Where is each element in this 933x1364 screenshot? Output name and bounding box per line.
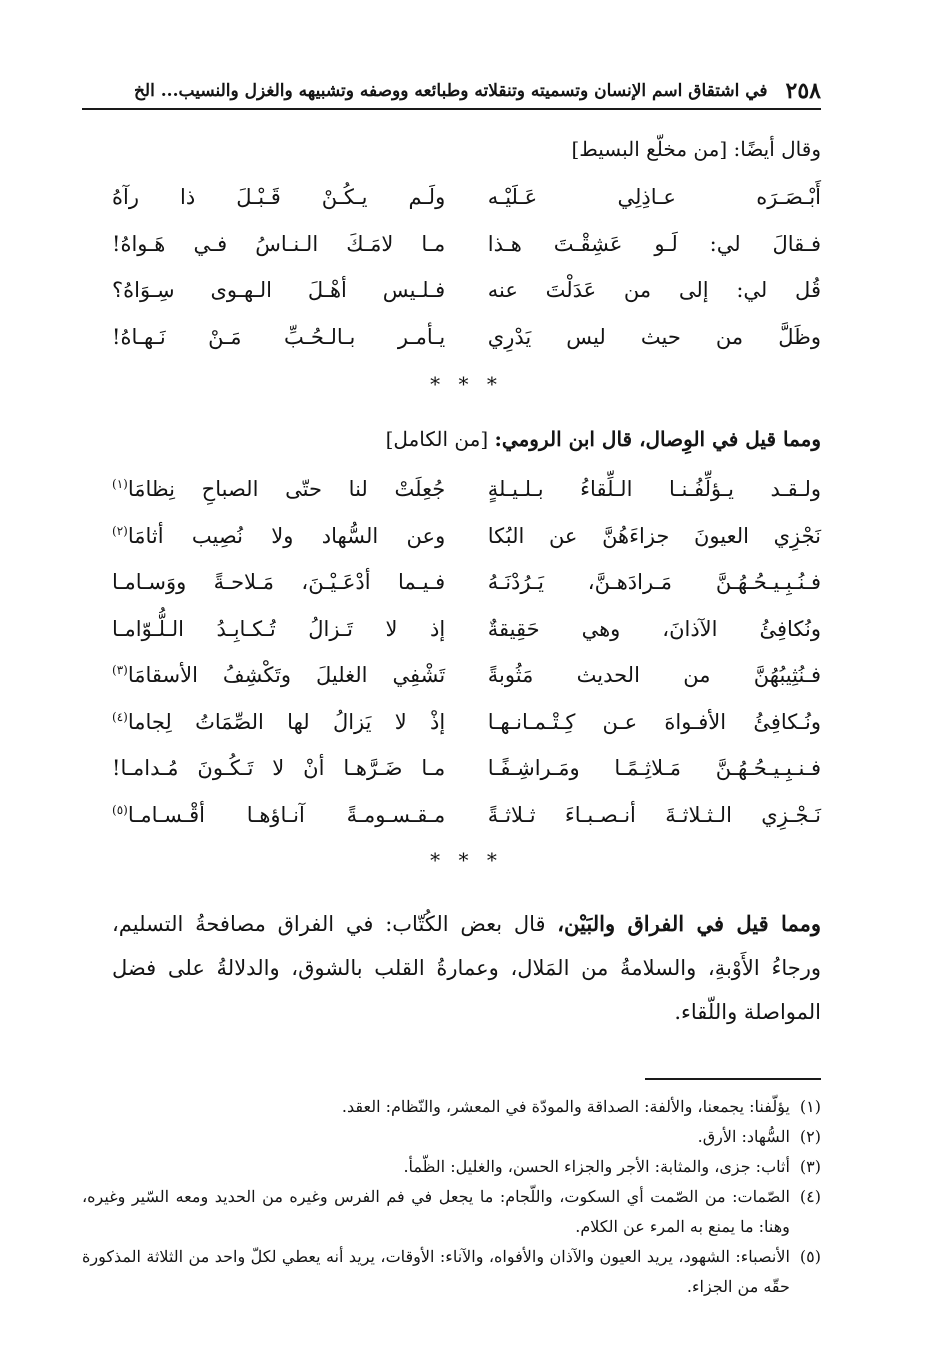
section-separator: * * *: [430, 372, 503, 396]
footnote-number: (١): [799, 1097, 821, 1116]
footnote-text: السُّهاد: الأرق.: [697, 1127, 790, 1146]
running-title: في اشتقاق اسم الإنسان وتسميته وتنقلاته وطبائعه ووصفه وتشبيهه والغزل والنسيب... الخ: [133, 81, 768, 101]
verse-first-hemistich: فـنُثِيبُهُنَّ من الحديث مَثُوبةً: [487, 663, 821, 688]
verse: [112, 314, 821, 361]
section3-text: قال بعض الكُتّاب: في الفراق مصافحةُ التسليم، ورجاءُ الأَوْبةِ، والسلامةُ من المَلال، وعمارةُ القلب بالشوق، والدلالةُ على فضل المواصلة واللّقاء.: [112, 912, 821, 1024]
footnote: [82, 1122, 821, 1152]
footnote-text: الأنصباء: الشهود، يريد العيون والآذان والأفواه، والآناء: الأوقات، يريد أنه يعطي لكلّ واحد من الثلاثة المذكورة حقّه من الجزاء.: [82, 1247, 790, 1296]
verse-first-hemistich: فـقالَ لي: لَـو عَشِقْـتَ هـذا: [487, 231, 821, 256]
verse-first-hemistich: قُل لي: إلى من عَدَلْتَ عنه: [487, 278, 821, 303]
verse: [112, 745, 821, 792]
verse-second-hemistich: فـلـيس أهْـلَ الـهـوى سِـوَاهُ؟: [112, 278, 446, 303]
verse: [112, 174, 821, 221]
section-separator: * * *: [430, 848, 503, 872]
page-number: ٢٥٨: [785, 78, 821, 104]
verse-second-hemistich: فـيـما أدْعَـيْـنَ، مَـلاحـةً ووَسـامـا: [112, 570, 446, 595]
verse-first-hemistich: وظَلَّ من حيث ليس يَدْرِي: [487, 324, 821, 349]
hemistich-text: وعن السُّهاد ولا نُصِيب أثامَا: [127, 523, 446, 548]
footnote-number: (٢): [799, 1127, 821, 1146]
page-header: [82, 74, 821, 110]
verse-first-hemistich: ونُكافِئُ الآذانَ، وهي حَقِيقةٌ: [487, 616, 821, 641]
verse-second-hemistich: إذ لا تَـزالُ تُـكـابِـدُ الـلُّـوّامـا: [112, 616, 446, 641]
footnote-number: (٣): [799, 1157, 821, 1176]
verse-first-hemistich: فـنـبِـيـحُـهُـنَّ مَـلاثِـمًـا ومَـراشِـفًـا: [487, 756, 821, 781]
verse: [112, 267, 821, 314]
footnote-marker: (١): [112, 477, 128, 492]
footnote: [82, 1092, 821, 1122]
verse: [112, 652, 821, 699]
footnote-text: أثاب: جزى، والمثابة: الأجر والجزاء الحسن، والغليل: الظّمأ.: [403, 1157, 790, 1176]
verse: [112, 559, 821, 606]
verse: [112, 606, 821, 653]
verse-second-hemistich: [112, 524, 445, 548]
hemistich-text: تَشْفِي الغليلَ وتَكْشِفُ الأسقامَا: [127, 663, 446, 688]
footnote: [82, 1152, 821, 1182]
verse: [112, 221, 821, 268]
verse-first-hemistich: ولـقـد يـؤلِّفُـنـا الـلِّقاءُ بـلـيـلةٍ: [487, 477, 821, 502]
verse-first-hemistich: أَبْـصَـرَه عـاذِلِي عَـلَيْـه: [487, 185, 821, 210]
section2-intro: [112, 422, 821, 456]
section2-heading: ومما قيل في الوِصال، قال ابن الرومي:: [494, 427, 821, 451]
section2-meter: [من الكامل]: [385, 427, 489, 451]
footnote-text: الصّمات: من الصّمت أي السكوت، واللّجام: ما يجعل في فم الفرس وغيره من الحديد ومعه السّير وغيره، وهنا: ما يمنع به المرء عن الكلام.: [82, 1187, 790, 1236]
verse-second-hemistich: [112, 663, 445, 687]
verse-second-hemistich: [112, 710, 445, 734]
verse-second-hemistich: [112, 477, 445, 501]
verse-second-hemistich: مـا ضَـرَّهـا أنْ لا تَـكُـونَ مُـدامـا!: [112, 756, 446, 781]
section3-heading: ومما قيل في الفراق والبَيْن،: [557, 911, 821, 936]
verse-first-hemistich: نَجْزِي العيونَ جزاءَهُنَّ عن البُكا: [487, 523, 821, 548]
verse-first-hemistich: ونُـكافِئُ الأفـواهَ عـن كِـتْـمـانـهـا: [487, 709, 821, 734]
footnote-marker: (٥): [112, 802, 128, 817]
verse-first-hemistich: فـنُـبِـيـحُـهُـنَّ مَـرادَهـنَّ، يَـرُدْنَـهُ: [487, 570, 821, 595]
verse: [112, 792, 821, 839]
hemistich-text: جُعِلَتْ لنا حتّى الصباحِ نِظامَا: [127, 477, 446, 502]
poem-2: [112, 466, 821, 838]
verse: [112, 699, 821, 746]
section1-intro: وقال أيضًا: [من مخلّع البسيط]: [571, 137, 821, 161]
section3-paragraph: [112, 902, 821, 1034]
poem-1: [112, 174, 821, 360]
footnote-marker: (٤): [112, 709, 128, 724]
hemistich-text: مـقـسـومـةً آنـاؤهـا أقْـسـامـا: [127, 802, 446, 827]
verse-second-hemistich: مـا لامَـكَ الـنـاسُ فـي هَـواهُ!: [112, 231, 446, 256]
verse-first-hemistich: نَـجْـزِي الـثـلاثـةَ أنـصـبـاءَ ثـلاثـةً: [487, 802, 821, 827]
verse: [112, 513, 821, 560]
hemistich-text: إذْ لا يَزالُ لها الصِّمَاتُ لِجاما: [127, 709, 446, 734]
footnote-number: (٤): [799, 1187, 821, 1206]
footnote-marker: (٢): [112, 523, 128, 538]
verse-second-hemistich: ولَـم يـكُـنْ قَـبْـلَ ذا رآهُ: [112, 185, 446, 210]
verse-second-hemistich: [112, 803, 445, 827]
verse-second-hemistich: يـأمـر بـالـحُـبِّ مَـنْ نَـهـاهُ!: [112, 324, 446, 349]
footnote: [82, 1242, 821, 1302]
footnote: [82, 1182, 821, 1242]
footnote-number: (٥): [799, 1247, 821, 1266]
footnotes: [82, 1092, 821, 1302]
footnote-text: يؤلّفنا: يجمعنا، والألفة: الصداقة والمودّة في المعشر، والنّظام: العقد.: [341, 1097, 790, 1116]
footnote-divider: [645, 1078, 821, 1080]
verse: [112, 466, 821, 513]
footnote-marker: (٣): [112, 663, 128, 678]
